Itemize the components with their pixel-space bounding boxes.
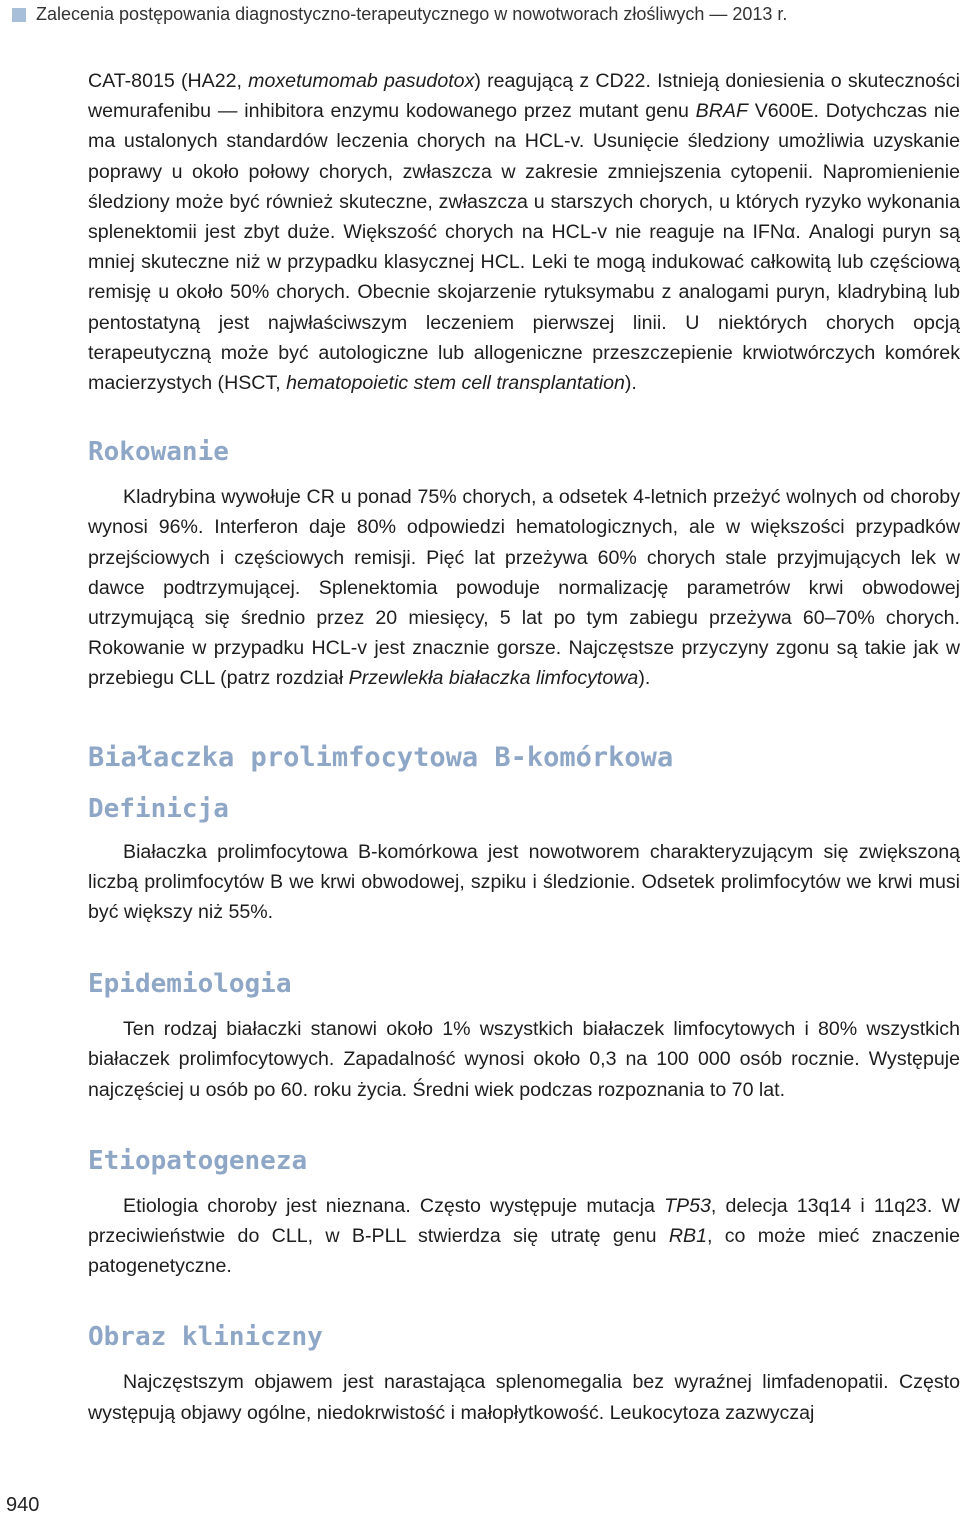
text-run-italic: moxetumomab pasudotox	[248, 70, 475, 92]
text-run-italic: RB1	[668, 1225, 707, 1248]
text-run-italic: Przewlekła białaczka limfocytowa	[348, 667, 639, 690]
heading-bpll: Białaczka prolimfocytowa B-komórkowa	[88, 741, 674, 773]
text-run: ).	[638, 667, 651, 690]
text-run: ).	[624, 372, 637, 395]
paragraph-prognosis	[88, 482, 960, 693]
text-run: V600E. Dotychczas nie ma ustalonych standardów leczenia chorych na HCL-v. Usunięcie śledziony umożliwia uzyskanie poprawy u około połowy chorych, zwłaszcza w zakresie zmniejszenia cytopenii. Napromienienie śledziony może być również skuteczne, zwłaszcza u starszych chorych, u których ryzyko wykonania splenektomii jest zbyt duże. Większość chorych na HCL-v nie reaguje na IFNα. Analogi puryn są mniej skuteczne niż w przypadku klasycznej HCL. Leki te mogą indukować całkowitą lub częściową remisję u około 50% chorych. Obecnie skojarzenie rytuksymabu z analogami puryn, kladrybiną lub pentostatyną jest najwłaściwszym leczeniem pierwszej linii. U niektórych chorych opcją terapeutyczną może być autologiczne lub allogeniczne przeszczepienie krwiotwórczych komórek macierzystych (HSCT,	[88, 100, 960, 395]
page-content	[88, 66, 960, 1428]
text-run: , co może mieć znaczenie patogenetyczne.	[88, 1225, 960, 1278]
paragraph-clinical: Najczęstszym objawem jest narastająca splenomegalia bez wyraźnej limfadenopatii. Często występują objawy ogólne, niedokrwistość i małopłytkowość. Leukocytoza zazwyczaj	[88, 1371, 960, 1424]
heading-prognosis: Rokowanie	[88, 437, 229, 468]
heading-etiopathogenesis: Etiopatogeneza	[88, 1145, 308, 1176]
text-run: ) reagującą z CD22. Istnieją doniesienia o skuteczności wemurafenibu — inhibitora enzymu kodowanego przez mutant genu	[88, 70, 960, 123]
page-number: 940	[6, 1494, 40, 1516]
text-run: Etiologia choroby jest nieznana. Często występuje mutacja	[123, 1194, 665, 1217]
text-run: , delecja 13q14 i 11q23. W przeciwieństwie do CLL, w B-PLL stwierdza się utratę genu	[88, 1194, 960, 1248]
paragraph-etiopathogenesis	[88, 1191, 960, 1282]
running-header	[12, 4, 787, 25]
heading-clinical: Obraz kliniczny	[88, 1322, 323, 1353]
text-run: Kladrybina wywołuje CR u ponad 75% chorych, a odsetek 4-letnich przeżyć wolnych od choroby wynosi 96%. Interferon daje 80% odpowiedzi hematologicznych, ale w większości przypadków przejściowych i częściowych remisji. Pięć lat przeżywa 60% chorych stale przyjmujących lek w dawce podtrzymującej. Splenektomia powoduje normalizację parametrów krwi obwodowej utrzymującą się średnio przez 20 miesięcy, 5 lat po tym zabiegu przeżywa 60–70% chorych. Rokowanie w przypadku HCL-v jest znacznie gorsze. Najczęstsze przyczyny zgonu są takie jak w przebiegu CLL (patrz rozdział	[88, 486, 960, 690]
text-run-italic: hematopoietic stem cell transplantation	[286, 372, 625, 395]
text-run-italic: BRAF	[695, 100, 748, 123]
paragraph-definition: Białaczka prolimfocytowa B-komórkowa jest nowotworem charakteryzującym się zwiększoną liczbą prolimfocytów B we krwi obwodowej, szpiku i śledzionie. Odsetek prolimfocytów we krwi musi być większy niż 55%.	[88, 840, 960, 924]
paragraph-hcl-treatment	[88, 66, 960, 398]
running-title: Zalecenia postępowania diagnostyczno-terapeutycznego w nowotworach złośliwych — 2013 r.	[36, 4, 788, 24]
text-run-italic: TP53	[664, 1194, 711, 1217]
header-square-icon	[12, 8, 26, 22]
heading-definition: Definicja	[88, 793, 229, 824]
text-run: CAT-8015 (HA22,	[88, 70, 249, 92]
paragraph-epidemiology: Ten rodzaj białaczki stanowi około 1% wszystkich białaczek limfocytowych i 80% wszystkich białaczek prolimfocytowych. Zapadalność wynosi około 0,3 na 100 000 osób rocznie. Występuje najczęściej u osób po 60. roku życia. Średni wiek podczas rozpoznania to 70 lat.	[88, 1018, 960, 1101]
heading-epidemiology: Epidemiologia	[88, 969, 292, 1000]
